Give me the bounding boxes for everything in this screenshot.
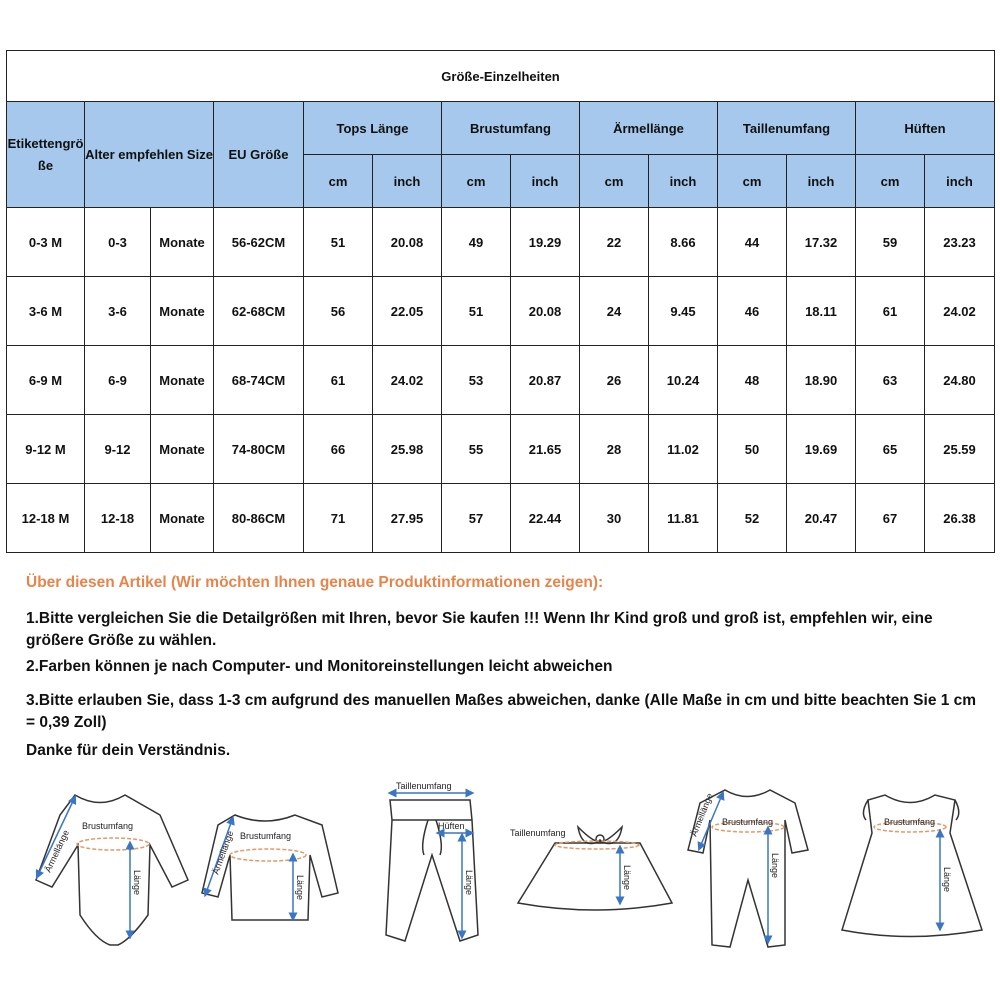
top-illustration (202, 815, 338, 920)
cell-value: 18.11 (787, 277, 856, 346)
cell-value: 63 (856, 346, 925, 415)
notes-heading: Über diesen Artikel (Wir möchten Ihnen genaue Produktinformationen zeigen): (26, 574, 604, 591)
cell-value: 27.95 (373, 484, 442, 553)
cell-value: 19.69 (787, 415, 856, 484)
label-laenge: Länge (295, 875, 305, 901)
romper-illustration (688, 790, 808, 947)
cell-label: 6-9 M (7, 346, 85, 415)
label-brustumfang: Brustumfang (240, 831, 292, 841)
cell-value: 59 (856, 208, 925, 277)
cell-value: 50 (718, 415, 787, 484)
label-brustumfang: Brustumfang (884, 817, 936, 827)
size-chart-table (6, 50, 995, 553)
header-label-size: Etikettengröße (7, 102, 85, 208)
skirt-illustration (510, 827, 672, 910)
cell-value: 20.87 (511, 346, 580, 415)
note-2: 2.Farben können je nach Computer- und Monitoreinstellungen leicht abweichen (26, 658, 613, 675)
note-3: 3.Bitte erlauben Sie, dass 1-3 cm aufgrund des manuellen Maßes abweichen, danke (Alle Maße in cm und bitte beachten Sie 1 cm = 0,39 Zoll) (26, 692, 977, 731)
cell-value: 55 (442, 415, 511, 484)
header-waist: Taillenumfang (718, 102, 856, 155)
header-age-recommend: Alter empfehlen Size (85, 102, 214, 208)
cell-age-unit: Monate (151, 484, 214, 553)
cell-value: 20.08 (373, 208, 442, 277)
bodysuit-illustration (36, 795, 188, 945)
unit-inch: inch (787, 155, 856, 208)
cell-value: 51 (442, 277, 511, 346)
label-taillenumfang: Taillenumfang (510, 828, 566, 838)
cell-eu: 74-80CM (214, 415, 304, 484)
cell-value: 52 (718, 484, 787, 553)
label-laenge: Länge (942, 867, 952, 893)
cell-value: 49 (442, 208, 511, 277)
note-thanks: Danke für dein Verständnis. (26, 742, 231, 759)
cell-eu: 56-62CM (214, 208, 304, 277)
cell-eu: 80-86CM (214, 484, 304, 553)
cell-value: 21.65 (511, 415, 580, 484)
label-laenge: Länge (132, 870, 142, 896)
header-chest: Brustumfang (442, 102, 580, 155)
cell-value: 48 (718, 346, 787, 415)
cell-value: 25.59 (925, 415, 995, 484)
cell-value: 20.08 (511, 277, 580, 346)
cell-value: 17.32 (787, 208, 856, 277)
label-hueften: Hüften (438, 821, 465, 831)
header-tops-length: Tops Länge (304, 102, 442, 155)
cell-eu: 68-74CM (214, 346, 304, 415)
label-brustumfang: Brustumfang (82, 821, 134, 831)
cell-label: 0-3 M (7, 208, 85, 277)
unit-inch: inch (925, 155, 995, 208)
cell-value: 19.29 (511, 208, 580, 277)
header-hips: Hüften (856, 102, 995, 155)
table-title: Größe-Einzelheiten (7, 51, 995, 102)
header-eu-size: EU Größe (214, 102, 304, 208)
cell-age-unit: Monate (151, 346, 214, 415)
cell-value: 24.02 (925, 277, 995, 346)
cell-age: 0-3 (85, 208, 151, 277)
cell-value: 22.05 (373, 277, 442, 346)
measurement-illustrations (0, 775, 1000, 995)
cell-value: 28 (580, 415, 649, 484)
note-1: 1.Bitte vergleichen Sie die Detailgrößen mit Ihren, bevor Sie kaufen !!! Wenn Ihr Kind groß und groß ist, empfehlen wir, eine größere Größe zu wählen. (26, 610, 933, 649)
unit-inch: inch (649, 155, 718, 208)
unit-cm: cm (304, 155, 373, 208)
cell-value: 51 (304, 208, 373, 277)
cell-value: 10.24 (649, 346, 718, 415)
unit-cm: cm (442, 155, 511, 208)
cell-age: 3-6 (85, 277, 151, 346)
unit-inch: inch (511, 155, 580, 208)
cell-value: 26 (580, 346, 649, 415)
cell-age: 9-12 (85, 415, 151, 484)
cell-age-unit: Monate (151, 277, 214, 346)
cell-value: 46 (718, 277, 787, 346)
table-row (7, 484, 995, 553)
unit-cm: cm (856, 155, 925, 208)
cell-value: 26.38 (925, 484, 995, 553)
cell-value: 22.44 (511, 484, 580, 553)
cell-value: 57 (442, 484, 511, 553)
cell-value: 8.66 (649, 208, 718, 277)
label-laenge: Länge (770, 853, 780, 879)
cell-value: 18.90 (787, 346, 856, 415)
cell-value: 61 (304, 346, 373, 415)
cell-value: 66 (304, 415, 373, 484)
unit-inch: inch (373, 155, 442, 208)
label-aermellaenge: Ärmellänge (688, 791, 715, 838)
cell-value: 11.81 (649, 484, 718, 553)
label-taillenumfang: Taillenumfang (396, 781, 452, 791)
cell-value: 11.02 (649, 415, 718, 484)
cell-value: 61 (856, 277, 925, 346)
cell-label: 3-6 M (7, 277, 85, 346)
label-brustumfang: Brustumfang (722, 817, 774, 827)
label-aermellaenge: Ärmellänge (210, 829, 236, 876)
dress-illustration (842, 795, 982, 937)
cell-label: 12-18 M (7, 484, 85, 553)
cell-value: 9.45 (649, 277, 718, 346)
header-sleeve: Ärmellänge (580, 102, 718, 155)
cell-label: 9-12 M (7, 415, 85, 484)
table-row (7, 277, 995, 346)
cell-value: 24 (580, 277, 649, 346)
garment-diagrams (0, 775, 1000, 995)
cell-age: 12-18 (85, 484, 151, 553)
cell-value: 24.80 (925, 346, 995, 415)
cell-age-unit: Monate (151, 415, 214, 484)
table-row (7, 346, 995, 415)
cell-value: 30 (580, 484, 649, 553)
cell-value: 22 (580, 208, 649, 277)
cell-value: 71 (304, 484, 373, 553)
unit-cm: cm (580, 155, 649, 208)
label-aermellaenge: Ärmellänge (42, 828, 72, 874)
cell-value: 20.47 (787, 484, 856, 553)
unit-cm: cm (718, 155, 787, 208)
cell-value: 56 (304, 277, 373, 346)
label-laenge: Länge (464, 870, 474, 896)
cell-eu: 62-68CM (214, 277, 304, 346)
cell-value: 24.02 (373, 346, 442, 415)
table-row (7, 208, 995, 277)
cell-value: 53 (442, 346, 511, 415)
cell-value: 44 (718, 208, 787, 277)
cell-age-unit: Monate (151, 208, 214, 277)
pants-illustration (386, 781, 478, 941)
label-laenge: Länge (622, 865, 632, 891)
cell-value: 65 (856, 415, 925, 484)
cell-value: 67 (856, 484, 925, 553)
cell-value: 23.23 (925, 208, 995, 277)
cell-age: 6-9 (85, 346, 151, 415)
cell-value: 25.98 (373, 415, 442, 484)
table-row (7, 415, 995, 484)
